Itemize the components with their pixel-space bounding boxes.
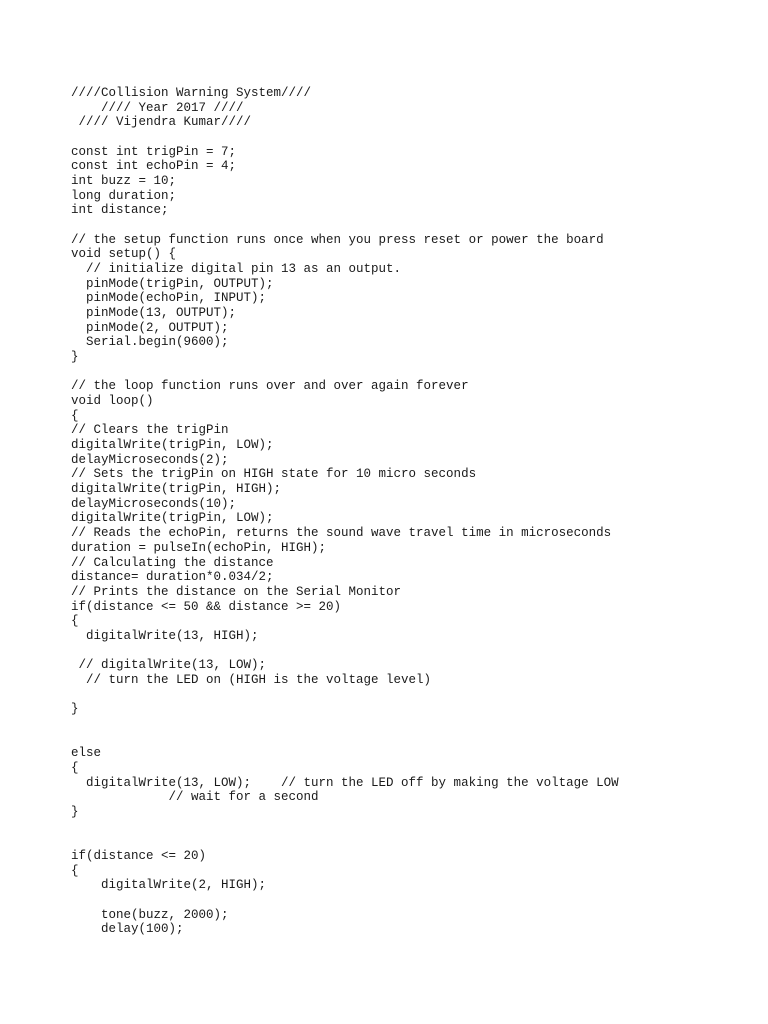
code-line: // the loop function runs over and over again forever — [71, 379, 469, 394]
code-line: { — [71, 614, 79, 629]
code-line: ////Collision Warning System//// — [71, 86, 312, 100]
code-line: else — [71, 746, 102, 761]
code-line: if(distance <= 20) — [71, 848, 207, 863]
code-listing — [71, 86, 619, 937]
code-line: // digitalWrite(13, LOW); — [71, 658, 267, 673]
code-line — [71, 218, 619, 233]
code-line: // Clears the trigPin — [71, 423, 229, 438]
code-line: digitalWrite(trigPin, LOW); — [71, 438, 274, 453]
code-line — [71, 893, 619, 908]
code-line — [71, 130, 619, 145]
code-line: // Sets the trigPin on HIGH state for 10 micro seconds — [71, 467, 477, 482]
code-line: } — [71, 702, 79, 717]
code-line: // initialize digital pin 13 as an output. — [71, 262, 402, 277]
code-line — [71, 834, 619, 849]
code-line: digitalWrite(2, HIGH); — [71, 878, 267, 893]
code-line: distance= duration*0.034/2; — [71, 570, 274, 585]
code-line: pinMode(echoPin, INPUT); — [71, 291, 267, 306]
code-line: // turn the LED on (HIGH is the voltage level) — [71, 672, 432, 687]
code-line: digitalWrite(13, HIGH); — [71, 628, 259, 643]
code-line: { — [71, 863, 79, 878]
code-line: // wait for a second — [71, 790, 319, 805]
code-line: void setup() { — [71, 247, 177, 262]
code-line: Serial.begin(9600); — [71, 335, 229, 350]
code-line: } — [71, 804, 79, 819]
code-line: //// Vijendra Kumar//// — [71, 115, 252, 130]
code-line — [71, 717, 619, 732]
code-line — [71, 688, 619, 703]
code-line: delayMicroseconds(10); — [71, 496, 237, 511]
code-line — [71, 365, 619, 380]
code-line: // Reads the echoPin, returns the sound wave travel time in microseconds — [71, 526, 612, 541]
code-line — [71, 644, 619, 659]
code-line: duration = pulseIn(echoPin, HIGH); — [71, 540, 327, 555]
code-line: // Calculating the distance — [71, 555, 274, 570]
code-line: { — [71, 760, 79, 775]
code-line: { — [71, 408, 79, 423]
code-line: digitalWrite(trigPin, HIGH); — [71, 482, 282, 497]
code-line: delayMicroseconds(2); — [71, 452, 229, 467]
code-line: // Prints the distance on the Serial Monitor — [71, 584, 402, 599]
code-line — [71, 732, 619, 747]
code-line: digitalWrite(trigPin, LOW); — [71, 511, 274, 526]
code-line: const int trigPin = 7; — [71, 144, 237, 159]
code-line: //// Year 2017 //// — [71, 100, 244, 115]
code-line: void loop() — [71, 394, 154, 409]
code-line: if(distance <= 50 && distance >= 20) — [71, 599, 342, 614]
code-line: int buzz = 10; — [71, 174, 177, 189]
code-line: pinMode(trigPin, OUTPUT); — [71, 276, 274, 291]
code-line: int distance; — [71, 203, 169, 218]
code-line: tone(buzz, 2000); — [71, 907, 229, 922]
code-line — [71, 820, 619, 835]
code-line: } — [71, 350, 79, 365]
code-line: digitalWrite(13, LOW); // turn the LED off by making the voltage LOW — [71, 775, 619, 790]
code-line: // the setup function runs once when you press reset or power the board — [71, 232, 604, 247]
code-line: pinMode(13, OUTPUT); — [71, 306, 237, 321]
code-line: pinMode(2, OUTPUT); — [71, 320, 229, 335]
code-line: const int echoPin = 4; — [71, 159, 237, 174]
code-line: long duration; — [71, 188, 177, 203]
code-line: delay(100); — [71, 922, 184, 937]
